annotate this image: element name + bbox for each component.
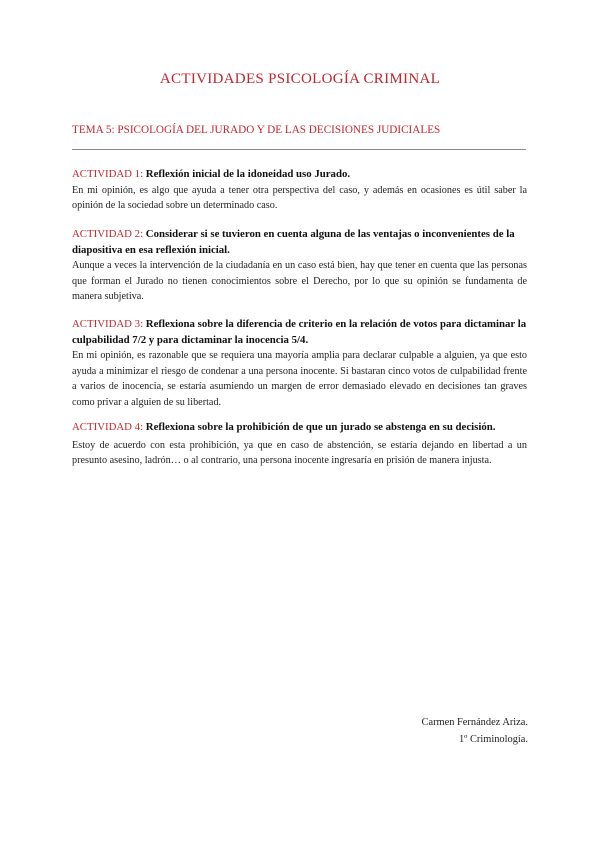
- activity-answer: En mi opinión, es algo que ayuda a tener otra perspectiva del caso, y además en ocasiones es útil saber la opinión de la sociedad sobre un determinado caso.: [72, 184, 527, 211]
- activity-question: Considerar si se tuvieron en cuenta alguna de las ventajas o inconvenientes de la diapositiva en esa reflexión inicial.: [72, 228, 515, 256]
- activity-heading: [72, 317, 527, 348]
- document-title: ACTIVIDADES PSICOLOGÍA CRIMINAL: [159, 71, 441, 87]
- activity-answer: Estoy de acuerdo con esta prohibición, ya que en caso de abstención, se estaría dejando en libertad a un presunto asesino, ladrón… o al contrario, una persona inocente ingresaría en prisión de manera injusta.: [72, 439, 527, 466]
- activity-question: Reflexiona sobre la prohibición de que un jurado se abstenga en su decisión.: [145, 421, 496, 433]
- author-name: Carmen Fernández Ariza.: [421, 717, 528, 728]
- activity-heading: [72, 167, 527, 183]
- activity-4: [72, 420, 527, 469]
- activity-3: [72, 317, 527, 410]
- activity-1: [72, 167, 527, 214]
- activity-label: ACTIVIDAD 2:: [72, 228, 146, 240]
- author-signature-block: [422, 714, 528, 748]
- activity-label: ACTIVIDAD 1:: [72, 168, 146, 180]
- author-course: 1º Criminología.: [458, 734, 528, 745]
- activity-heading: [72, 420, 527, 436]
- activity-label: ACTIVIDAD 4:: [72, 421, 146, 433]
- activity-label: ACTIVIDAD 3:: [72, 318, 146, 330]
- activity-answer: Aunque a veces la intervención de la ciudadanía en un caso está bien, hay que tener en cuenta que las personas que forman el Jurado no tienen conocimientos sobre el Derecho, por lo que su opinión se fundamenta de manera subjetiva.: [72, 260, 527, 302]
- activity-answer: En mi opinión, es razonable que se requiera una mayoría amplia para declarar culpable a alguien, ya que esto ayuda a minimizar el riesgo de condenar a una persona inocente. Si bastaran cinco votos de culpabilidad frente a varios de inocencia, se estaría asumiendo un margen de error demasiado elevado en decisiones tan graves como privar a alguien de su libertad.: [72, 350, 527, 408]
- activity-question: Reflexión inicial de la idoneidad uso Jurado.: [145, 168, 351, 180]
- activity-question: Reflexiona sobre la diferencia de criterio en la relación de votos para dictaminar la culpabilidad 7/2 y para dictaminar la inocencia 5/4.: [72, 318, 527, 346]
- activity-2: [72, 227, 527, 305]
- document-subtitle: TEMA 5: PSICOLOGÍA DEL JURADO Y DE LAS DECISIONES JUDICIALES: [72, 124, 441, 136]
- activity-heading: [72, 227, 527, 258]
- header-divider: [72, 149, 526, 150]
